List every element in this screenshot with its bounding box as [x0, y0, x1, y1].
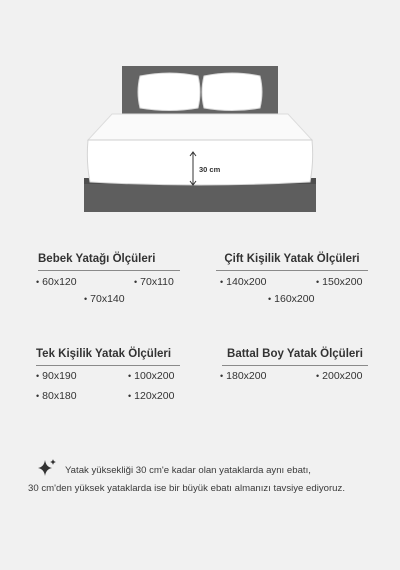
- size-group-title: Battal Boy Yatak Ölçüleri: [227, 348, 363, 360]
- size-group-title: Bebek Yatağı Ölçüleri: [38, 253, 156, 265]
- divider: [222, 365, 368, 366]
- size-item: • 70x140: [84, 293, 125, 305]
- size-item: • 150x200: [316, 276, 362, 288]
- note-line-2: 30 cm'den yüksek yataklarda ise bir büyük ebatı almanızı tavsiye ediyoruz.: [28, 483, 345, 494]
- mattress-side: [87, 140, 312, 185]
- size-group-title: Çift Kişilik Yatak Ölçüleri: [224, 253, 360, 265]
- sparkle-icon: [36, 458, 58, 480]
- size-item: • 80x180: [36, 390, 77, 402]
- size-item: • 180x200: [220, 370, 266, 382]
- size-item: • 120x200: [128, 390, 174, 402]
- pillow-right: [202, 73, 262, 111]
- size-item: • 200x200: [316, 370, 362, 382]
- note-line-1: Yatak yüksekliği 30 cm'e kadar olan yataklarda aynı ebatı,: [65, 465, 311, 476]
- size-item: • 90x190: [36, 370, 77, 382]
- size-group-title: Tek Kişilik Yatak Ölçüleri: [36, 348, 172, 360]
- pillow-left: [138, 73, 200, 111]
- bed-illustration: [0, 0, 400, 230]
- divider: [36, 365, 180, 366]
- size-item: • 140x200: [220, 276, 266, 288]
- size-item: • 100x200: [128, 370, 174, 382]
- size-item: • 160x200: [268, 293, 314, 305]
- size-item: • 70x110: [134, 276, 174, 288]
- size-group-battal: [222, 348, 368, 366]
- height-label: 30 cm: [199, 165, 221, 174]
- divider: [216, 270, 368, 271]
- size-group-bebek: [38, 253, 180, 271]
- size-group-cift: [216, 253, 368, 271]
- divider: [38, 270, 180, 271]
- size-item: • 60x120: [36, 276, 77, 288]
- size-group-tek: [36, 348, 180, 366]
- mattress-top: [88, 114, 312, 140]
